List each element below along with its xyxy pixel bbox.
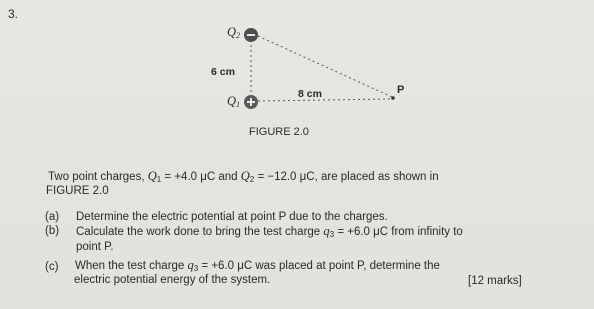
q1-figure-label: $Q_1$ — [227, 94, 241, 109]
intro-line-2: FIGURE 2.0 — [46, 185, 109, 197]
horizontal-distance-label: 8 cm — [298, 88, 322, 100]
figure-caption: FIGURE 2.0 — [249, 126, 309, 138]
horizontal-dotted-line — [258, 99, 392, 101]
point-p-marker — [391, 96, 395, 100]
question-number: 3. — [8, 7, 19, 21]
total-marks: [12 marks] — [468, 275, 522, 287]
hypotenuse-dotted-line — [258, 36, 392, 97]
part-b-label: (b) — [45, 225, 60, 237]
part-b-line-2: point P. — [76, 241, 114, 253]
part-a-text: Determine the electric potential at point P due to the charges. — [76, 211, 388, 223]
point-p-label: P — [397, 84, 405, 96]
part-c-label: (c) — [45, 261, 59, 273]
part-c-line-2: electric potential energy of the system. — [74, 274, 271, 286]
vertical-distance-label: 6 cm — [211, 66, 235, 78]
part-c-line-1: When the test charge $q_3 = +6.0$ μC was placed at point P, determine the — [75, 258, 440, 273]
part-a-label: (a) — [45, 211, 60, 223]
intro-line-1: Two point charges, $Q_1 = +4.0$ μC and $Q_2 = -12.0$ μC, are placed as shown in — [48, 169, 439, 184]
q2-figure-label: $Q_2$ — [227, 25, 241, 40]
part-b-line-1: Calculate the work done to bring the test charge $q_3 = +6.0$ μC from infinity to — [76, 224, 463, 239]
